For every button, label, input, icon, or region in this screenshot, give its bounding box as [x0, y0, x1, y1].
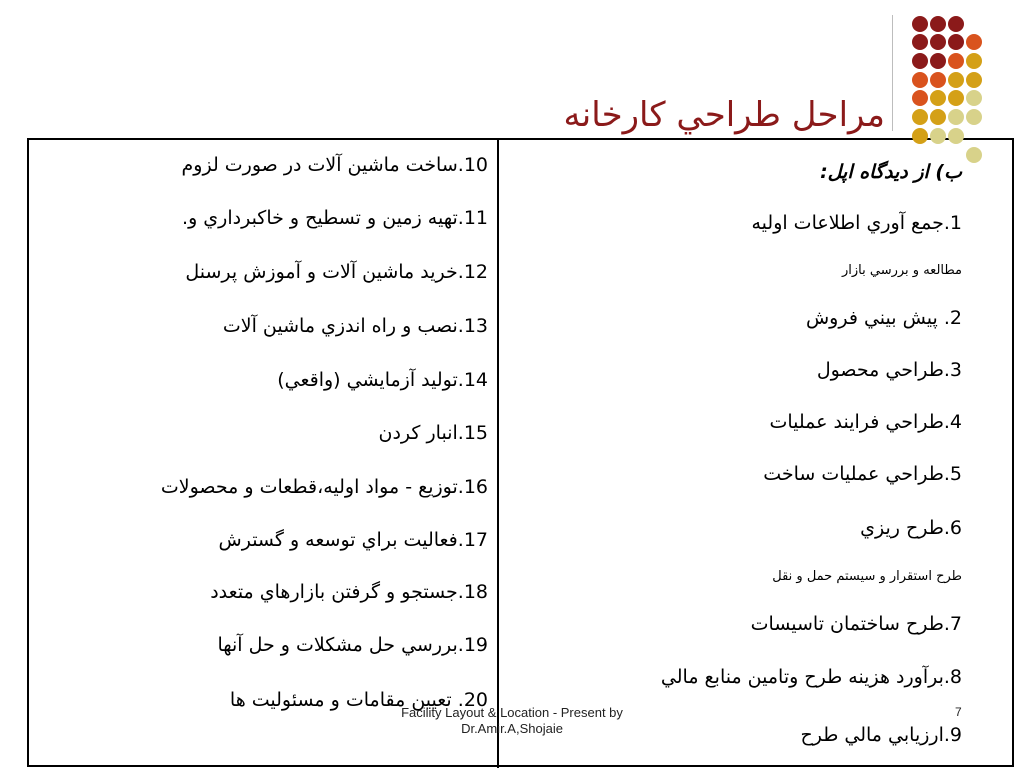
slide-title: مراحل طراحي كارخانه — [563, 95, 885, 135]
step-item-5: 5.طراحي عمليات ساخت — [763, 463, 962, 485]
step-item-9: 9.ارزيابي مالي طرح — [800, 724, 962, 746]
slide-footer — [312, 705, 712, 737]
step-item-15: 15.انبار كردن — [378, 422, 488, 444]
step-item-3: 3.طراحي محصول — [816, 359, 962, 381]
step-item-20: 20. تعيين مقامات و مسئوليت ها — [229, 689, 488, 711]
step-6-subnote: طرح استقرار و سيستم حمل و نقل — [772, 569, 962, 584]
step-item-7: 7.طرح ساختمان تاسيسات — [750, 613, 962, 635]
decor-dot — [966, 72, 982, 88]
footer-line-2: Dr.Amir.A,Shojaie — [461, 721, 563, 736]
decor-dot — [966, 53, 982, 69]
decor-dot — [912, 72, 928, 88]
title-divider-line — [892, 15, 893, 131]
step-item-2: 2. پيش بيني فروش — [805, 307, 962, 329]
decor-dot — [912, 16, 928, 32]
step-item-19: 19.بررسي حل مشكلات و حل آنها — [217, 634, 488, 656]
decor-dot — [948, 90, 964, 106]
step-item-12: 12.خريد ماشين آلات و آموزش پرسنل — [185, 261, 488, 283]
step-item-13: 13.نصب و راه اندزي ماشين آلات — [222, 315, 488, 337]
step-item-4: 4.طراحي فرايند عمليات — [769, 411, 962, 433]
step-item-10: 10.ساخت ماشين آلات در صورت لزوم — [181, 154, 488, 176]
decor-dot — [912, 128, 928, 144]
decor-dot — [948, 109, 964, 125]
decor-dot — [948, 128, 964, 144]
decor-dot — [930, 53, 946, 69]
step-item-11: 11.تهيه زمين و تسطيح و خاكبرداري و. — [182, 207, 488, 229]
right-column-header: ب) از ديدگاه اپل: — [820, 161, 962, 183]
step-item-6: 6.طرح ريزي — [860, 517, 962, 539]
decor-dot — [948, 53, 964, 69]
decor-dot — [930, 128, 946, 144]
decor-dot — [966, 90, 982, 106]
decor-dot — [930, 72, 946, 88]
decor-dot — [930, 109, 946, 125]
step-item-16: 16.توزيع - مواد اوليه،قطعات و محصولات — [160, 476, 488, 498]
step-item-14: 14.توليد آزمايشي (واقعي) — [277, 369, 488, 391]
decor-dot — [930, 34, 946, 50]
decor-dot — [912, 90, 928, 106]
decor-dot — [948, 34, 964, 50]
decor-dot — [912, 109, 928, 125]
decor-dot — [930, 90, 946, 106]
decor-dot — [966, 109, 982, 125]
decor-dot — [966, 34, 982, 50]
decor-dot — [948, 72, 964, 88]
step-1-subnote: مطالعه و بررسي بازار — [841, 263, 962, 278]
footer-line-1: Facility Layout & Location - Present by — [401, 705, 623, 720]
step-item-8: 8.برآورد هزينه طرح وتامين منابع مالي — [660, 666, 962, 688]
decor-dot — [930, 16, 946, 32]
decor-dot — [912, 34, 928, 50]
page-number: 7 — [955, 705, 962, 719]
column-divider — [497, 138, 499, 768]
step-item-17: 17.فعاليت براي توسعه و گسترش — [218, 529, 488, 551]
decor-dot — [948, 16, 964, 32]
step-item-18: 18.جستجو و گرفتن بازارهاي متعدد — [210, 581, 488, 603]
decor-dot — [966, 147, 982, 163]
decor-dot — [912, 53, 928, 69]
step-item-1: 1.جمع آوري اطلاعات اوليه — [751, 212, 962, 234]
